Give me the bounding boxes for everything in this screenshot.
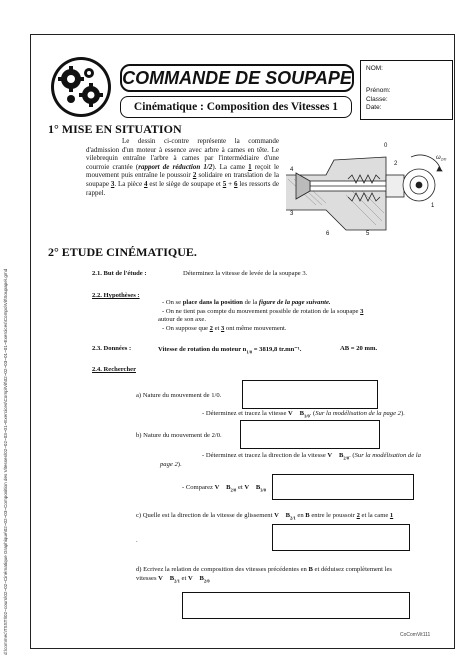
hyp-2-cont: autour de son axe. bbox=[158, 316, 206, 323]
question-c: c) Quelle est la direction de la vitesse de glissement V⃗ $B_{2/1}$ en B entre le poussoir 2 et la came 1 bbox=[136, 512, 394, 521]
hyp-2: - On ne tient pas compte du mouvement possible de rotation de la soupape 3 bbox=[162, 308, 364, 315]
s23-speed: Vitesse de rotation du moteur $n_{1/0} = 3819,8$ tr.mn⁻¹. bbox=[158, 346, 302, 355]
s24-label: 2.4. Rechercher bbox=[92, 366, 137, 373]
field-date: Date: bbox=[366, 104, 382, 111]
s22-label: 2.2. Hypothèses : bbox=[92, 292, 140, 299]
file-path-side-text: d:\commec\TSSTI\02~cours\02~02~Cinématique Graphique\02~02~03~Composition des Vitesses\02~02~03~01~Exercices\Comp\Vit\02~02~03~01~01~Exercices\Compo\Vit\Soupape\.gmd bbox=[3, 268, 8, 655]
question-b-sub-cont: page 2). bbox=[160, 461, 182, 468]
diagram-label-4: 4 bbox=[290, 167, 294, 173]
question-d: d) Ecrivez la relation de composition des vitesses précédentes en B et déduisez complètement les bbox=[136, 566, 392, 573]
field-prenom: Prénom: bbox=[366, 87, 391, 94]
answer-box-b-compare[interactable] bbox=[272, 474, 414, 500]
diagram-label-5: 5 bbox=[366, 231, 370, 237]
diagram-label-3: 3 bbox=[290, 211, 294, 217]
question-b: b) Nature du mouvement de 2/0. bbox=[136, 432, 222, 439]
diagram-label-0: 0 bbox=[384, 143, 388, 149]
s21-label: 2.1. But de l'étude : bbox=[92, 270, 147, 277]
valve-mechanism-diagram bbox=[286, 135, 449, 237]
s23-label: 2.3. Données : bbox=[92, 345, 132, 352]
section2-title: 2° ETUDE CINÉMATIQUE. bbox=[48, 245, 197, 259]
hyp-3: - On suppose que 2 et 3 ont même mouvement. bbox=[162, 325, 287, 332]
diagram-label-6: 6 bbox=[326, 231, 330, 237]
section1-title: 1° MISE EN SITUATION bbox=[48, 122, 182, 136]
answer-box-d[interactable] bbox=[182, 592, 410, 619]
page-subtitle: Cinématique : Composition des Vitesses 1 bbox=[120, 96, 352, 118]
s21-text: Déterminez la vitesse de levée de la soupape 3. bbox=[183, 270, 308, 277]
footer-code: CoComVit111 bbox=[400, 632, 431, 638]
s23-ab: AB = 20 mm. bbox=[340, 345, 378, 352]
field-nom: NOM: bbox=[366, 65, 383, 72]
gear-logo-icon bbox=[49, 55, 113, 119]
question-d-cont: vitesses V⃗ $B_{2/1}$ et V⃗ $B_{2/0}$ bbox=[136, 575, 210, 584]
answer-box-b[interactable] bbox=[240, 420, 380, 449]
question-b-sub: - Déterminez et tracez la direction de la vitesse V⃗ $B_{2/0}$. (Sur la modélisation de la bbox=[202, 452, 421, 461]
question-b-compare: - Comparez V⃗ $B_{2/0}$ et V⃗ $B_{3/0}$ bbox=[182, 484, 267, 493]
question-c-dot: . bbox=[136, 537, 138, 544]
hyp-1: - On se place dans la position de la figure de la page suivante. bbox=[162, 299, 331, 306]
page-title: COMMANDE DE SOUPAPE bbox=[120, 64, 354, 92]
question-a: a) Nature du mouvement de 1/0. bbox=[136, 392, 222, 399]
question-a-sub: - Déterminez et tracez la vitesse V⃗ $B_{1/0}$. (Sur la modélisation de la page 2). bbox=[202, 410, 405, 419]
intro-paragraph: Le dessin ci-contre représente la commande d'admission d'un moteur à essence avec arbre à cames en tête. Le vilebrequin entraîne l'arbre à cames par l'intermédiaire d'une courroie crantée (rapport de réduction 1/2). La came 1 reçoit le mouvement puis entraîne le poussoir 2 solidaire en translation de la soupape 3. La pièce 4 est le siège de soupape et 5 + 6 les ressorts de rappel. bbox=[86, 137, 280, 197]
field-classe: Classe: bbox=[366, 96, 388, 103]
diagram-label-1: 1 bbox=[431, 203, 435, 209]
omega-label: $\omega_{1/0}$ bbox=[436, 155, 447, 162]
diagram-label-2: 2 bbox=[394, 161, 398, 167]
student-info-box bbox=[360, 60, 453, 120]
answer-box-c[interactable] bbox=[272, 524, 410, 551]
answer-box-a[interactable] bbox=[242, 380, 378, 409]
